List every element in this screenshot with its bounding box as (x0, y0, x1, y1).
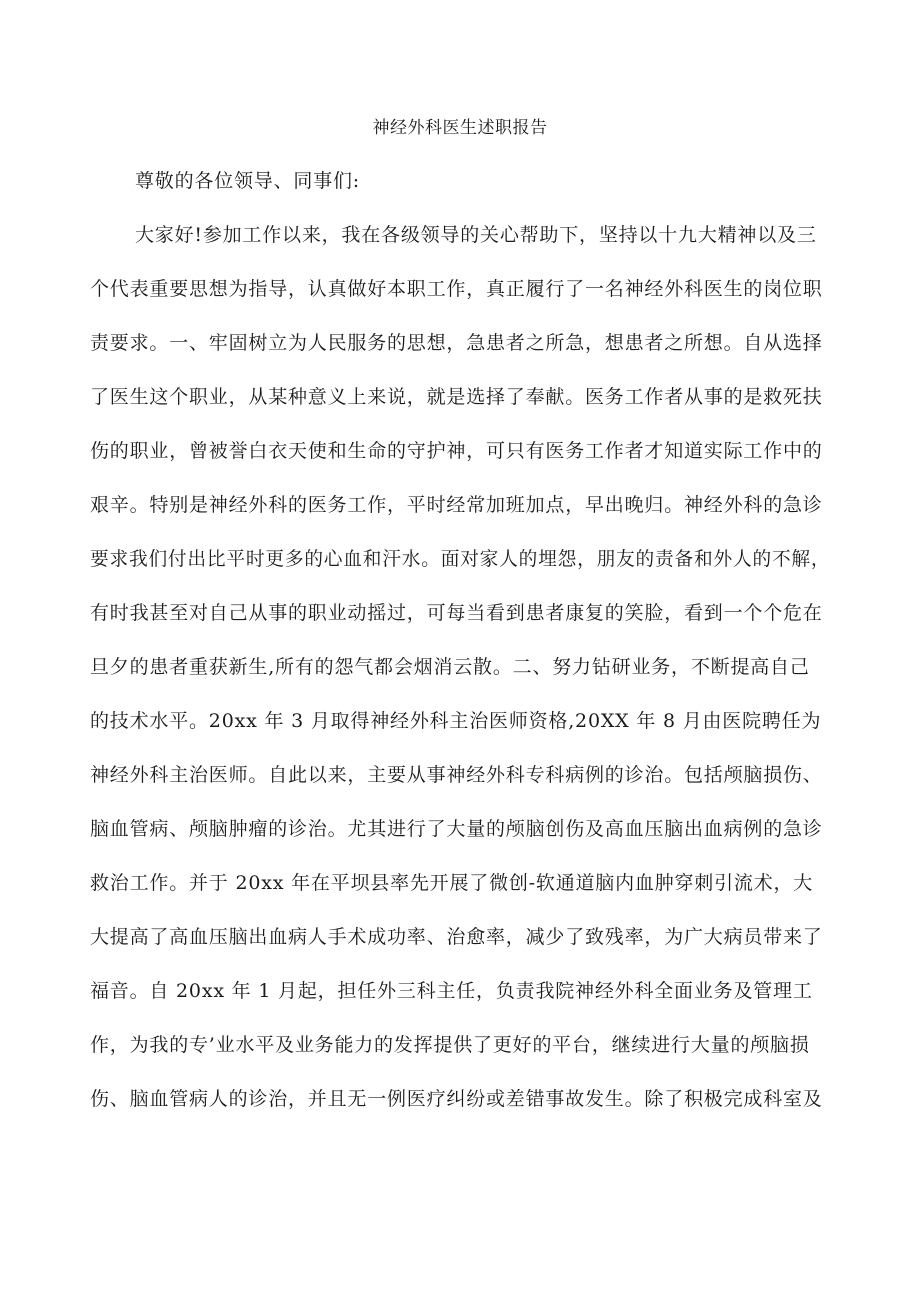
body-line: 旦夕的患者重获新生,所有的怨气都会烟消云散。二、努力钻研业务，不断提高自己 (90, 656, 810, 678)
body-line: 作，为我的专’业水平及业务能力的发挥提供了更好的平台，继续进行大量的颅脑损 (90, 1034, 810, 1056)
body-line: 伤的职业，曾被誉白衣天使和生命的守护神，可只有医务工作者才知道实际工作中的 (90, 440, 823, 462)
body-line: 大提高了高血压脑出血病人手术成功率、治愈率，减少了致残率，为广大病员带来了 (90, 926, 823, 948)
document-title: 神经外科医生述职报告 (372, 118, 548, 138)
body-line: 福音。自 20xx 年 1 月起，担任外三科主任，负责我院神经外科全面业务及管理工 (90, 980, 813, 1002)
body-line: 的技术水平。20xx 年 3 月取得神经外科主治医师资格,20XX 年 8 月由医院聘任为 (90, 710, 822, 732)
body-line: 伤、脑血管病人的诊治，并且无一例医疗纠纷或差错事故发生。除了积极完成科室及 (90, 1088, 823, 1110)
body-line: 神经外科主治医师。自此以来，主要从事神经外科专科病例的诊治。包括颅脑损伤、 (90, 764, 823, 786)
body-line: 了医生这个职业，从某种意义上来说，就是选择了奉献。医务工作者从事的是救死扶 (90, 386, 823, 408)
body-line: 大家好!参加工作以来，我在各级领导的关心帮助下，坚持以十九大精神以及三 (135, 224, 817, 246)
salutation: 尊敬的各位领导、同事们: (135, 170, 361, 192)
body-line: 有时我甚至对自己从事的职业动摇过，可每当看到患者康复的笑脸，看到一个个危在 (90, 602, 823, 624)
body-line: 救治工作。并于 20xx 年在平坝县率先开展了微创-软通道脑内血肿穿刺引流术，大 (90, 872, 814, 894)
body-line: 脑血管病、颅脑肿瘤的诊治。尤其进行了大量的颅脑创伤及高血压脑出血病例的急诊 (90, 818, 823, 840)
body-line: 艰辛。特别是神经外科的医务工作，平时经常加班加点，早出晚归。神经外科的急诊 (90, 494, 823, 516)
body-line: 个代表重要思想为指导，认真做好本职工作，真正履行了一名神经外科医生的岗位职 (90, 278, 823, 300)
body-line: 要求我们付出比平时更多的心血和汗水。面对家人的埋怨，朋友的责备和外人的不解， (90, 548, 831, 570)
body-line: 责要求。一、牢固树立为人民服务的思想，急患者之所急，想患者之所想。自从选择 (90, 332, 823, 354)
